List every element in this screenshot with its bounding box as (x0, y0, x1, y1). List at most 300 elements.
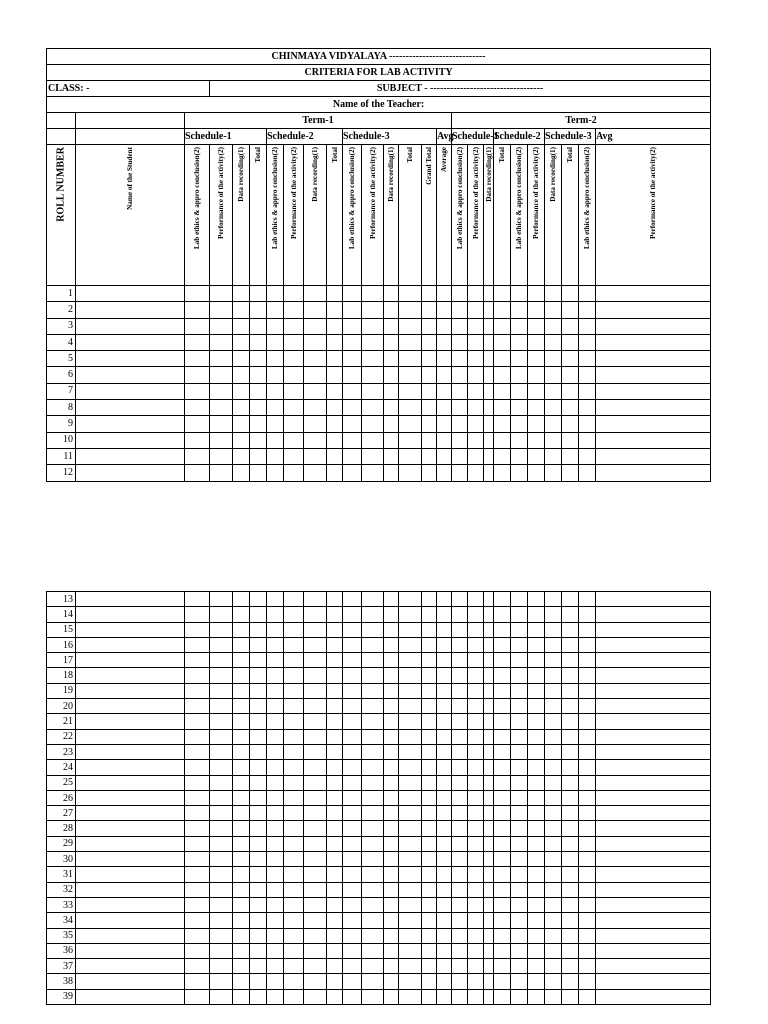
score-cell[interactable] (579, 383, 596, 399)
score-cell[interactable] (484, 928, 494, 943)
score-cell[interactable] (384, 668, 399, 683)
student-name-cell[interactable] (76, 775, 185, 790)
score-cell[interactable] (579, 897, 596, 912)
score-cell[interactable] (362, 790, 384, 805)
score-cell[interactable] (233, 432, 250, 448)
score-cell[interactable] (284, 607, 304, 622)
score-cell[interactable] (267, 974, 284, 989)
student-name-cell[interactable] (76, 592, 185, 607)
student-name-cell[interactable] (76, 806, 185, 821)
score-cell[interactable] (185, 622, 210, 637)
score-cell[interactable] (233, 416, 250, 432)
score-cell[interactable] (596, 465, 711, 481)
score-cell[interactable] (528, 852, 545, 867)
score-cell[interactable] (384, 974, 399, 989)
score-cell[interactable] (437, 943, 452, 958)
score-cell[interactable] (233, 318, 250, 334)
score-cell[interactable] (545, 367, 562, 383)
score-cell[interactable] (343, 400, 362, 416)
score-cell[interactable] (384, 622, 399, 637)
score-cell[interactable] (250, 913, 267, 928)
score-cell[interactable] (468, 943, 484, 958)
score-cell[interactable] (327, 400, 343, 416)
score-cell[interactable] (250, 653, 267, 668)
score-cell[interactable] (399, 448, 422, 464)
score-cell[interactable] (362, 897, 384, 912)
score-cell[interactable] (494, 928, 511, 943)
score-cell[interactable] (267, 351, 284, 367)
score-cell[interactable] (384, 943, 399, 958)
score-cell[interactable] (511, 465, 528, 481)
score-cell[interactable] (250, 897, 267, 912)
score-cell[interactable] (210, 913, 233, 928)
score-cell[interactable] (579, 668, 596, 683)
score-cell[interactable] (304, 821, 327, 836)
score-cell[interactable] (511, 775, 528, 790)
score-cell[interactable] (267, 416, 284, 432)
score-cell[interactable] (304, 367, 327, 383)
score-cell[interactable] (562, 334, 579, 350)
score-cell[interactable] (452, 683, 468, 698)
score-cell[interactable] (422, 790, 437, 805)
score-cell[interactable] (267, 790, 284, 805)
score-cell[interactable] (399, 836, 422, 851)
score-cell[interactable] (422, 318, 437, 334)
score-cell[interactable] (210, 974, 233, 989)
score-cell[interactable] (233, 744, 250, 759)
score-cell[interactable] (250, 943, 267, 958)
score-cell[interactable] (545, 334, 562, 350)
score-cell[interactable] (233, 286, 250, 302)
score-cell[interactable] (250, 821, 267, 836)
score-cell[interactable] (250, 607, 267, 622)
score-cell[interactable] (422, 653, 437, 668)
score-cell[interactable] (422, 989, 437, 1004)
score-cell[interactable] (362, 882, 384, 897)
score-cell[interactable] (384, 806, 399, 821)
score-cell[interactable] (250, 383, 267, 399)
score-cell[interactable] (210, 351, 233, 367)
score-cell[interactable] (596, 448, 711, 464)
score-cell[interactable] (528, 744, 545, 759)
score-cell[interactable] (233, 383, 250, 399)
score-cell[interactable] (384, 416, 399, 432)
score-cell[interactable] (399, 867, 422, 882)
score-cell[interactable] (210, 775, 233, 790)
score-cell[interactable] (399, 668, 422, 683)
score-cell[interactable] (327, 448, 343, 464)
score-cell[interactable] (304, 592, 327, 607)
score-cell[interactable] (210, 897, 233, 912)
score-cell[interactable] (267, 943, 284, 958)
score-cell[interactable] (210, 744, 233, 759)
score-cell[interactable] (343, 622, 362, 637)
score-cell[interactable] (579, 416, 596, 432)
score-cell[interactable] (399, 653, 422, 668)
score-cell[interactable] (511, 607, 528, 622)
score-cell[interactable] (511, 432, 528, 448)
score-cell[interactable] (562, 882, 579, 897)
score-cell[interactable] (284, 959, 304, 974)
score-cell[interactable] (596, 286, 711, 302)
score-cell[interactable] (233, 699, 250, 714)
score-cell[interactable] (304, 302, 327, 318)
score-cell[interactable] (468, 760, 484, 775)
score-cell[interactable] (362, 760, 384, 775)
score-cell[interactable] (250, 744, 267, 759)
score-cell[interactable] (579, 943, 596, 958)
score-cell[interactable] (384, 699, 399, 714)
score-cell[interactable] (579, 836, 596, 851)
student-name-cell[interactable] (76, 882, 185, 897)
score-cell[interactable] (579, 286, 596, 302)
score-cell[interactable] (267, 744, 284, 759)
score-cell[interactable] (399, 302, 422, 318)
score-cell[interactable] (562, 448, 579, 464)
score-cell[interactable] (562, 943, 579, 958)
score-cell[interactable] (422, 637, 437, 652)
score-cell[interactable] (468, 607, 484, 622)
score-cell[interactable] (327, 367, 343, 383)
score-cell[interactable] (484, 943, 494, 958)
score-cell[interactable] (528, 790, 545, 805)
score-cell[interactable] (562, 668, 579, 683)
score-cell[interactable] (343, 775, 362, 790)
score-cell[interactable] (250, 775, 267, 790)
score-cell[interactable] (511, 760, 528, 775)
score-cell[interactable] (494, 775, 511, 790)
score-cell[interactable] (562, 318, 579, 334)
score-cell[interactable] (210, 852, 233, 867)
score-cell[interactable] (284, 683, 304, 698)
score-cell[interactable] (267, 622, 284, 637)
score-cell[interactable] (399, 351, 422, 367)
score-cell[interactable] (210, 943, 233, 958)
score-cell[interactable] (284, 744, 304, 759)
score-cell[interactable] (210, 959, 233, 974)
score-cell[interactable] (468, 653, 484, 668)
score-cell[interactable] (210, 607, 233, 622)
score-cell[interactable] (185, 367, 210, 383)
score-cell[interactable] (284, 775, 304, 790)
score-cell[interactable] (343, 432, 362, 448)
score-cell[interactable] (437, 744, 452, 759)
score-cell[interactable] (362, 286, 384, 302)
score-cell[interactable] (284, 432, 304, 448)
score-cell[interactable] (422, 334, 437, 350)
score-cell[interactable] (494, 318, 511, 334)
score-cell[interactable] (399, 622, 422, 637)
score-cell[interactable] (422, 432, 437, 448)
score-cell[interactable] (494, 668, 511, 683)
score-cell[interactable] (343, 351, 362, 367)
score-cell[interactable] (468, 699, 484, 714)
score-cell[interactable] (284, 622, 304, 637)
score-cell[interactable] (267, 897, 284, 912)
score-cell[interactable] (422, 913, 437, 928)
score-cell[interactable] (528, 622, 545, 637)
score-cell[interactable] (362, 744, 384, 759)
score-cell[interactable] (284, 653, 304, 668)
score-cell[interactable] (250, 465, 267, 481)
score-cell[interactable] (596, 882, 711, 897)
score-cell[interactable] (596, 821, 711, 836)
score-cell[interactable] (384, 729, 399, 744)
score-cell[interactable] (233, 622, 250, 637)
score-cell[interactable] (362, 367, 384, 383)
score-cell[interactable] (210, 465, 233, 481)
score-cell[interactable] (384, 465, 399, 481)
score-cell[interactable] (452, 744, 468, 759)
score-cell[interactable] (250, 351, 267, 367)
score-cell[interactable] (250, 928, 267, 943)
score-cell[interactable] (545, 806, 562, 821)
score-cell[interactable] (596, 416, 711, 432)
score-cell[interactable] (327, 683, 343, 698)
score-cell[interactable] (284, 286, 304, 302)
score-cell[interactable] (233, 607, 250, 622)
score-cell[interactable] (233, 668, 250, 683)
score-cell[interactable] (494, 383, 511, 399)
score-cell[interactable] (528, 383, 545, 399)
score-cell[interactable] (579, 806, 596, 821)
score-cell[interactable] (437, 302, 452, 318)
score-cell[interactable] (494, 897, 511, 912)
score-cell[interactable] (384, 592, 399, 607)
score-cell[interactable] (185, 974, 210, 989)
score-cell[interactable] (267, 928, 284, 943)
score-cell[interactable] (452, 714, 468, 729)
score-cell[interactable] (511, 836, 528, 851)
score-cell[interactable] (185, 653, 210, 668)
score-cell[interactable] (562, 744, 579, 759)
student-name-cell[interactable] (76, 383, 185, 399)
score-cell[interactable] (233, 592, 250, 607)
score-cell[interactable] (562, 729, 579, 744)
score-cell[interactable] (437, 653, 452, 668)
score-cell[interactable] (596, 760, 711, 775)
student-name-cell[interactable] (76, 416, 185, 432)
score-cell[interactable] (494, 913, 511, 928)
score-cell[interactable] (422, 351, 437, 367)
score-cell[interactable] (528, 714, 545, 729)
score-cell[interactable] (185, 286, 210, 302)
score-cell[interactable] (528, 286, 545, 302)
score-cell[interactable] (210, 989, 233, 1004)
score-cell[interactable] (304, 334, 327, 350)
score-cell[interactable] (528, 318, 545, 334)
score-cell[interactable] (545, 744, 562, 759)
score-cell[interactable] (304, 943, 327, 958)
score-cell[interactable] (562, 852, 579, 867)
score-cell[interactable] (304, 714, 327, 729)
score-cell[interactable] (233, 334, 250, 350)
score-cell[interactable] (596, 383, 711, 399)
score-cell[interactable] (399, 383, 422, 399)
score-cell[interactable] (362, 974, 384, 989)
score-cell[interactable] (468, 959, 484, 974)
score-cell[interactable] (343, 867, 362, 882)
score-cell[interactable] (484, 622, 494, 637)
score-cell[interactable] (511, 974, 528, 989)
score-cell[interactable] (384, 637, 399, 652)
student-name-cell[interactable] (76, 714, 185, 729)
score-cell[interactable] (399, 821, 422, 836)
score-cell[interactable] (562, 913, 579, 928)
score-cell[interactable] (545, 683, 562, 698)
score-cell[interactable] (284, 383, 304, 399)
score-cell[interactable] (596, 897, 711, 912)
score-cell[interactable] (528, 897, 545, 912)
score-cell[interactable] (545, 637, 562, 652)
score-cell[interactable] (343, 302, 362, 318)
score-cell[interactable] (185, 989, 210, 1004)
score-cell[interactable] (452, 367, 468, 383)
score-cell[interactable] (362, 668, 384, 683)
score-cell[interactable] (422, 959, 437, 974)
score-cell[interactable] (185, 334, 210, 350)
score-cell[interactable] (233, 821, 250, 836)
score-cell[interactable] (327, 867, 343, 882)
student-name-cell[interactable] (76, 974, 185, 989)
score-cell[interactable] (250, 637, 267, 652)
score-cell[interactable] (452, 913, 468, 928)
score-cell[interactable] (484, 448, 494, 464)
score-cell[interactable] (399, 683, 422, 698)
score-cell[interactable] (545, 959, 562, 974)
score-cell[interactable] (185, 943, 210, 958)
score-cell[interactable] (545, 318, 562, 334)
score-cell[interactable] (494, 836, 511, 851)
score-cell[interactable] (210, 729, 233, 744)
score-cell[interactable] (250, 882, 267, 897)
score-cell[interactable] (233, 882, 250, 897)
score-cell[interactable] (511, 302, 528, 318)
score-cell[interactable] (233, 729, 250, 744)
score-cell[interactable] (327, 637, 343, 652)
score-cell[interactable] (267, 760, 284, 775)
score-cell[interactable] (343, 821, 362, 836)
score-cell[interactable] (562, 775, 579, 790)
score-cell[interactable] (384, 928, 399, 943)
student-name-cell[interactable] (76, 989, 185, 1004)
score-cell[interactable] (384, 683, 399, 698)
score-cell[interactable] (422, 974, 437, 989)
student-name-cell[interactable] (76, 744, 185, 759)
score-cell[interactable] (422, 465, 437, 481)
score-cell[interactable] (267, 867, 284, 882)
score-cell[interactable] (185, 416, 210, 432)
score-cell[interactable] (233, 775, 250, 790)
score-cell[interactable] (452, 653, 468, 668)
score-cell[interactable] (494, 744, 511, 759)
score-cell[interactable] (185, 959, 210, 974)
score-cell[interactable] (528, 989, 545, 1004)
score-cell[interactable] (452, 852, 468, 867)
score-cell[interactable] (452, 334, 468, 350)
score-cell[interactable] (250, 974, 267, 989)
student-name-cell[interactable] (76, 943, 185, 958)
score-cell[interactable] (596, 592, 711, 607)
score-cell[interactable] (250, 318, 267, 334)
score-cell[interactable] (484, 432, 494, 448)
score-cell[interactable] (562, 653, 579, 668)
score-cell[interactable] (579, 607, 596, 622)
score-cell[interactable] (399, 607, 422, 622)
score-cell[interactable] (562, 432, 579, 448)
score-cell[interactable] (384, 867, 399, 882)
score-cell[interactable] (284, 790, 304, 805)
score-cell[interactable] (384, 318, 399, 334)
score-cell[interactable] (562, 989, 579, 1004)
score-cell[interactable] (362, 729, 384, 744)
score-cell[interactable] (545, 775, 562, 790)
score-cell[interactable] (452, 867, 468, 882)
score-cell[interactable] (185, 607, 210, 622)
score-cell[interactable] (233, 653, 250, 668)
score-cell[interactable] (327, 821, 343, 836)
score-cell[interactable] (484, 913, 494, 928)
score-cell[interactable] (596, 668, 711, 683)
score-cell[interactable] (579, 334, 596, 350)
score-cell[interactable] (384, 351, 399, 367)
score-cell[interactable] (452, 821, 468, 836)
score-cell[interactable] (511, 683, 528, 698)
score-cell[interactable] (384, 367, 399, 383)
student-name-cell[interactable] (76, 959, 185, 974)
score-cell[interactable] (545, 351, 562, 367)
score-cell[interactable] (399, 882, 422, 897)
score-cell[interactable] (399, 416, 422, 432)
score-cell[interactable] (362, 821, 384, 836)
score-cell[interactable] (304, 897, 327, 912)
score-cell[interactable] (362, 699, 384, 714)
score-cell[interactable] (384, 760, 399, 775)
score-cell[interactable] (596, 302, 711, 318)
score-cell[interactable] (327, 959, 343, 974)
score-cell[interactable] (304, 318, 327, 334)
score-cell[interactable] (437, 867, 452, 882)
score-cell[interactable] (484, 383, 494, 399)
score-cell[interactable] (304, 351, 327, 367)
score-cell[interactable] (511, 806, 528, 821)
score-cell[interactable] (511, 699, 528, 714)
score-cell[interactable] (494, 760, 511, 775)
score-cell[interactable] (545, 897, 562, 912)
score-cell[interactable] (545, 729, 562, 744)
score-cell[interactable] (233, 928, 250, 943)
score-cell[interactable] (304, 882, 327, 897)
score-cell[interactable] (185, 432, 210, 448)
score-cell[interactable] (343, 465, 362, 481)
score-cell[interactable] (484, 607, 494, 622)
score-cell[interactable] (484, 775, 494, 790)
score-cell[interactable] (484, 367, 494, 383)
score-cell[interactable] (484, 836, 494, 851)
score-cell[interactable] (494, 653, 511, 668)
score-cell[interactable] (437, 806, 452, 821)
score-cell[interactable] (343, 836, 362, 851)
score-cell[interactable] (596, 928, 711, 943)
score-cell[interactable] (210, 416, 233, 432)
score-cell[interactable] (596, 683, 711, 698)
score-cell[interactable] (494, 683, 511, 698)
score-cell[interactable] (250, 760, 267, 775)
score-cell[interactable] (327, 760, 343, 775)
score-cell[interactable] (511, 928, 528, 943)
score-cell[interactable] (511, 448, 528, 464)
score-cell[interactable] (343, 416, 362, 432)
